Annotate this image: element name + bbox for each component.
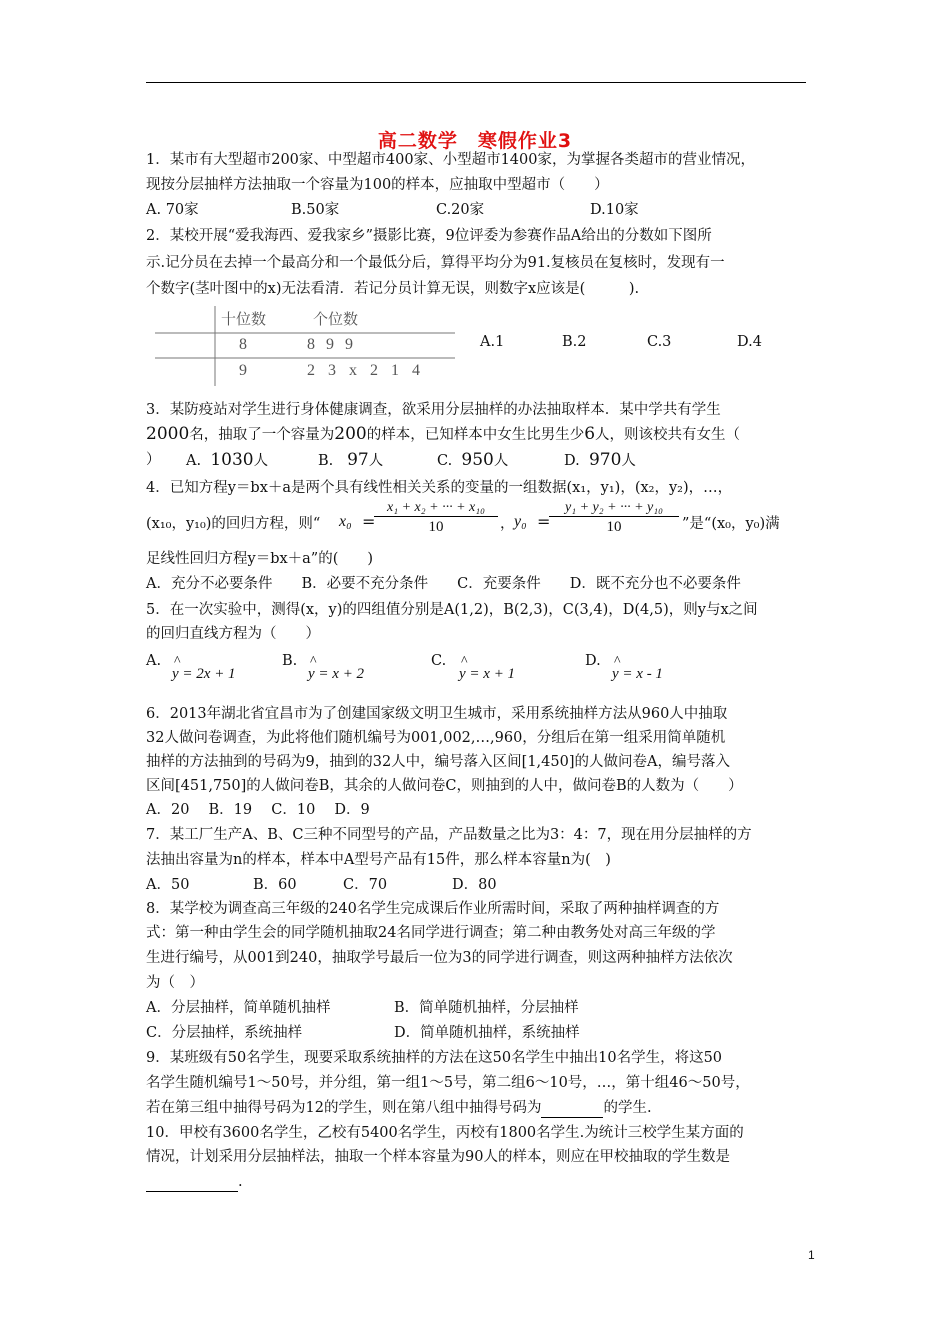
row1-stem: 8 (239, 336, 247, 353)
q2-line1: 2．某校开展“爱我海西、爱我家乡”摄影比赛，9位评委为参赛作品A给出的分数如下图所 (146, 228, 712, 244)
q4-line2-start: (x₁₀，y₁₀)的回归方程，则“ (146, 516, 321, 532)
q3-total: 2000 (146, 424, 190, 444)
q9-answer-blank (541, 1103, 603, 1118)
q3-line3: ） (146, 452, 161, 468)
page-title: 高二数学 寒假作业3 (377, 130, 573, 152)
q8-line2: 式：第一种由学生会的同学随机抽取24名同学进行调查；第二种由教务处对高三年级的学 (146, 925, 716, 941)
q9-line2: 名学生随机编号1～50号，并分组，第一组1～5号，第二组6～10号，…，第十组46～50号， (146, 1075, 750, 1091)
q1-option-b: B.50家 (291, 202, 340, 218)
header-rule (146, 82, 806, 83)
q6-line4: 区间[451,750]的人做问卷B，其余的人做问卷C，则抽到的人中，做问卷B的人数为（ ） (146, 778, 743, 794)
hat-icon: ^ (614, 654, 621, 669)
q2-line2: 示.记分员在去掉一个最高分和一个最低分后，算得平均分为91.复核员在复核时，发现有一 (146, 255, 725, 271)
q1-option-c: C.20家 (436, 202, 485, 218)
q4-y0: y₀ (514, 513, 527, 530)
q7-option-b: B．60 (253, 877, 297, 893)
q7-option-a: A．50 (146, 877, 190, 893)
q5-option-b-eq: y = x + 2 (308, 666, 365, 682)
q5-option-a-label: A. (146, 653, 162, 669)
q1-line2: 现按分层抽样方法抽取一个容量为100的样本，应抽取中型超市（ ） (146, 177, 609, 193)
q4-line3: 足线性回归方程y＝bx＋a”的( ) (146, 551, 374, 567)
q1-option-a: A. 70家 (146, 202, 199, 218)
q10-line2: 情况，计划采用分层抽样法，抽取一个样本容量为90人的样本，则应在甲校抽取的学生数是 (146, 1149, 730, 1165)
page-number: 1 (808, 1248, 815, 1262)
q4-line2-end: ”是“(x₀，y₀)满 (682, 516, 780, 532)
q3-line1: 3．某防疫站对学生进行身体健康调查，欲采用分层抽样的办法抽取样本．某中学共有学生 (146, 402, 721, 418)
row2-leaves: 2 3 x 2 1 4 (307, 362, 420, 379)
stem-leaf-plot (155, 306, 455, 386)
q6-line1: 6．2013年湖北省宜昌市为了创建国家级文明卫生城市，采用系统抽样方法从960人中抽取 (146, 706, 728, 722)
q6-line2: 32人做问卷调查，为此将他们随机编号为001,002,…,960，分组后在第一组采用简单随机 (146, 730, 726, 746)
q5-option-d-eq: y = x - 1 (612, 666, 663, 682)
q4-line1: 4．已知方程y＝bx＋a是两个具有线性相关关系的变量的一组数据(x₁，y₁)，(x₂，y₂)，…， (146, 480, 733, 496)
q1-line1: 1．某市有大型超市200家、中型超市400家、小型超市1400家，为掌握各类超市的营业情况， (146, 152, 755, 168)
q2-option-c: C.3 (647, 334, 672, 350)
q6-line3: 抽样的方法抽到的号码为9，抽到的32人中，编号落入区间[1,450]的人做问卷A，编号落入 (146, 754, 730, 770)
q5-option-a-eq: y = 2x + 1 (172, 666, 236, 682)
q5-option-c-eq: y = x + 1 (459, 666, 516, 682)
q8-line4: 为（ ） (146, 975, 204, 991)
q7-line1: 7．某工厂生产A、B、C三种不同型号的产品，产品数量之比为3：4：7，现在用分层抽样的方 (146, 827, 752, 843)
q2-option-b: B.2 (562, 334, 587, 350)
hat-icon: ^ (174, 654, 181, 669)
q4-eq2: = (537, 512, 551, 531)
q3-line2: 2000名，抽取了一个容量为200的样本，已知样本中女生比男生少6人，则该校共有女生（ (146, 424, 741, 444)
q3-diff: 6 (584, 424, 596, 444)
q5-option-b-label: B. (282, 653, 298, 669)
q10-answer-blank (146, 1177, 238, 1192)
q4-options: A．充分不必要条件 B．必要不充分条件 C．充要条件 D．既不充分也不必要条件 (146, 576, 741, 592)
q8-line3: 生进行编号，从001到240，抽取学号最后一位为3的同学进行调查，则这两种抽样方法依次 (146, 950, 733, 966)
q3-option-d: D. 970人 (564, 450, 636, 470)
q6-options: A．20 B．19 C．10 D．9 (146, 802, 370, 818)
q3-option-a: A. 1030人 (186, 450, 269, 470)
q5-option-d-label: D. (585, 653, 601, 669)
q4-x-fraction: $\frac{\text{x₁ + x₂ + ··· + x₁₀}}{10}$ (374, 500, 498, 536)
q8-line1: 8．某学校为调查高三年级的240名学生完成课后作业所需时间，采取了两种抽样调查的方 (146, 901, 720, 917)
hat-icon: ^ (461, 654, 468, 669)
q8-option-c: C．分层抽样，系统抽样 (146, 1025, 303, 1041)
q10-line1: 10．甲校有3600名学生，乙校有5400名学生，丙校有1800名学生.为统计三校学生某方面的 (146, 1125, 744, 1141)
q2-option-d: D.4 (737, 334, 762, 350)
q3-option-c: C. 950人 (437, 450, 509, 470)
q1-option-d: D.10家 (590, 202, 639, 218)
q4-comma: ， (500, 516, 515, 532)
leaf-header: 个位数 (313, 310, 359, 328)
q4-x0: x₀ (339, 513, 352, 530)
q7-option-c: C．70 (343, 877, 388, 893)
q7-option-d: D．80 (452, 877, 497, 893)
q5-option-c-label: C. (431, 653, 447, 669)
q5-line2: 的回归直线方程为（ ） (146, 626, 320, 642)
q8-option-b: B．简单随机抽样，分层抽样 (394, 1000, 579, 1016)
q9-line1: 9．某班级有50名学生，现要采取系统抽样的方法在这50名学生中抽出10名学生，将这50 (146, 1050, 723, 1066)
q9-line3: 若在第三组中抽得号码为12的学生，则在第八组中抽得号码为 的学生. (146, 1100, 652, 1116)
stem-header: 十位数 (221, 310, 267, 328)
q2-option-a: A.1 (480, 334, 505, 350)
q3-sample: 200 (334, 424, 367, 444)
q4-y-fraction: $\frac{\text{y₁ + y₂ + ··· + y₁₀}}{10}$ (549, 500, 679, 536)
q8-option-a: A．分层抽样，简单随机抽样 (146, 1000, 331, 1016)
q10-line3: . (146, 1172, 243, 1192)
hat-icon: ^ (310, 654, 317, 669)
q7-line2: 法抽出容量为n的样本，样本中A型号产品有15件，那么样本容量n为( ) (146, 852, 611, 868)
row1-leaves: 8 9 9 (307, 336, 353, 353)
q8-option-d: D．简单随机抽样，系统抽样 (394, 1025, 580, 1041)
row2-stem: 9 (239, 362, 247, 379)
q2-line3: 个数字(茎叶图中的x)无法看清．若记分员计算无误，则数字x应该是( ). (146, 281, 640, 297)
q5-line1: 5．在一次实验中，测得(x，y)的四组值分别是A(1,2)，B(2,3)，C(3,4)，D(4,5)，则y与x之间 (146, 602, 758, 618)
q4-eq1: = (362, 512, 376, 531)
q3-option-b: B. 97人 (318, 450, 384, 470)
